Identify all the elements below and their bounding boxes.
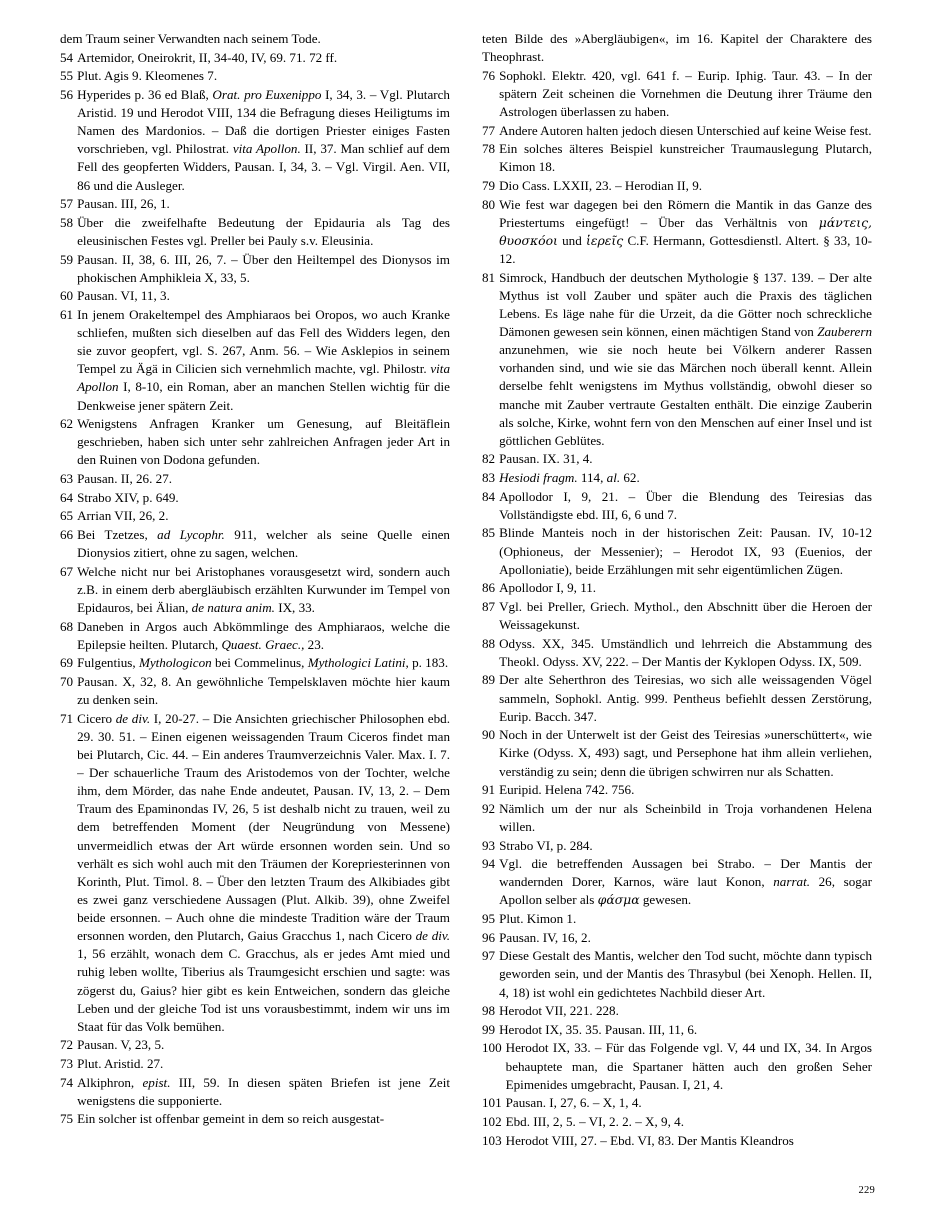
endnote-text: Apollodor I, 9, 11. (499, 580, 597, 596)
endnote-83 (482, 469, 872, 487)
endnote-78 (482, 140, 872, 176)
endnote-61 (60, 306, 450, 415)
left-column (60, 30, 450, 1155)
continuation-text (482, 30, 872, 66)
endnote-text: Der alte Seherthron des Teiresias, wo sich alle weissagenden Vögel sammeln, Sophokl. Antig. 999. Pentheus befiehlt dessen Zerstörung, Eurip. Bacch. 347. (499, 672, 872, 724)
endnote-text: Hesiodi fragm. 114, al. 62. (499, 470, 640, 485)
endnote-number: 60 (60, 288, 74, 304)
endnote-number: 82 (482, 451, 496, 467)
endnote-text: Arrian VII, 26, 2. (77, 508, 169, 524)
endnote-text: Daneben in Argos auch Abkömmlinge des Amphiaraos, welche die Epilepsie heilten. Plutarch, Quaest. Graec., 23. (77, 618, 450, 652)
endnote-72 (60, 1036, 450, 1054)
endnote-number: 59 (60, 251, 74, 267)
endnote-number: 84 (482, 488, 496, 504)
endnote-number: 99 (482, 1021, 496, 1037)
endnote-text: Herodot IX, 33. – Für das Folgende vgl. V, 44 und IX, 34. In Argos behauptete man, die Spartaner hätten auch den großen Seher Epimenides umgebracht, Pausan. I, 21, 4. (505, 1040, 872, 1092)
endnote-text: Hyperides p. 36 ed Blaß, Orat. pro Euxenippo I, 34, 3. – Vgl. Plutarch Aristid. 19 und Herodot VIII, 134 die Befragung dieses Heiligtums im Namen des Mardonios. – Daß die dortigen Priester einiges Fasten vorschrieben, vgl. Philostrat. vita Apollon. II, 37. Man schlief auf dem Fell des geopferten Widders, Pausan. I, 34, 3. – Vgl. Virgil. Aen. VII, 86 und die Ausleger. (77, 86, 450, 193)
endnote-text: Pausan. V, 23, 5. (77, 1037, 165, 1053)
endnote-number: 83 (482, 470, 496, 485)
endnote-text: Wie fest war dagegen bei den Römern die Mantik in das Ganze des Priestertums eingefügt! – Über das Verhältnis von μάντεις, θυοσκόοι und ἱερεῖς C.F. Hermann, Gottesdienstl. Altert. § 33, 10-12. (499, 196, 873, 266)
endnote-number: 62 (60, 416, 74, 432)
endnote-number: 88 (482, 635, 496, 651)
endnote-56 (60, 86, 450, 195)
endnote-69 (60, 654, 450, 672)
endnote-84 (482, 488, 872, 524)
endnote-75 (60, 1110, 450, 1128)
endnote-number: 75 (60, 1111, 74, 1127)
endnote-number: 97 (482, 948, 496, 964)
endnote-number: 89 (482, 672, 496, 688)
endnote-82 (482, 450, 872, 468)
endnote-text: Plut. Agis 9. Kleomenes 7. (77, 68, 218, 84)
endnote-64 (60, 489, 450, 507)
endnote-text: Odyss. XX, 345. Umständlich und lehrreich die Abstammung des Theokl. Odyss. XV, 222. – Der Mantis der Kyklopen Odyss. IX, 509. (499, 635, 872, 669)
endnote-text: Ein solcher ist offenbar gemeint in dem so reich ausgestat- (77, 1111, 385, 1127)
endnote-85 (482, 524, 872, 578)
endnote-number: 58 (60, 214, 74, 230)
endnote-number: 90 (482, 727, 496, 743)
endnote-number: 72 (60, 1037, 74, 1053)
endnote-63 (60, 470, 450, 488)
endnote-95 (482, 910, 872, 928)
endnote-90 (482, 726, 872, 780)
endnote-81 (482, 269, 872, 450)
endnote-99 (482, 1021, 872, 1039)
endnote-text: Simrock, Handbuch der deutschen Mythologie § 137. 139. – Der alte Mythus ist voll Zauber und später auch die Praxis des täglichen Lebens. Es läge nahe für die Urzeit, da die Götter noch schreckliche Dämonen gewesen sein können, einen mächtigen Stand von Zauberern anzunehmen, wie sie noch heute bei Völkern anderer Rassen vorhanden sind, und wie sie das Märchen noch überall kennt. Allein derselbe fehlt wenigstens im Mythus vollständig, obwohl dieser so manche mit Zauber vertraute Gestalten enthält. Die einzige Zauberin als solche, Kirke, wohnt fern von den Menschen auf einer Insel und ist göttlichen Geblütes. (499, 269, 872, 448)
right-column (482, 30, 872, 1155)
endnote-text: Apollodor I, 9, 21. – Über die Blendung des Teiresias das Vollständigste ebd. III, 6, 6 und 7. (499, 488, 872, 522)
endnote-number: 93 (482, 837, 496, 853)
endnote-number: 68 (60, 618, 74, 634)
endnote-text: Plut. Kimon 1. (499, 911, 577, 926)
endnote-number: 92 (482, 800, 496, 816)
endnote-79 (482, 177, 872, 195)
endnote-text: Herodot IX, 35. 35. Pausan. III, 11, 6. (499, 1021, 698, 1037)
endnote-text: Pausan. I, 27, 6. – X, 1, 4. (505, 1095, 642, 1111)
endnote-number: 102 (482, 1113, 502, 1129)
endnote-text: In jenem Orakeltempel des Amphiaraos bei Oropos, wo auch Kranke schliefen, mußten sich dieselben auf das Fell des Widders legen, den sie zuvor geopfert, vgl. S. 267, Anm. 56. – Wie Asklepios in seinem Tempel zu Ägä in Cilicien sich vernehmlich machte, vgl. Philostr. vita Apollon I, 8-10, ein Roman, aber an manchen Stellen wichtig für die Denkweise jener spätern Zeit. (77, 306, 450, 413)
endnote-number: 64 (60, 489, 74, 505)
endnote-97 (482, 947, 872, 1001)
endnote-number: 78 (482, 141, 496, 157)
endnote-text: Sophokl. Elektr. 420, vgl. 641 f. – Eurip. Iphig. Taur. 43. – In der spätern Zeit scheinen die Vornehmen die Deutung ihrer Träume den Astrologen überlassen zu haben. (499, 67, 872, 119)
endnote-text: Noch in der Unterwelt ist der Geist des Teiresias »unerschüttert«, wie Kirke (Odyss. X, 493) sagt, und Persephone hat ihm allein verliehen, verständig zu sein; denn die übrigen schwirren nur als Schatten. (499, 727, 872, 779)
endnote-text: Herodot VIII, 27. – Ebd. VI, 83. Der Mantis Kleandros (505, 1132, 794, 1148)
endnote-text: Nämlich um der nur als Scheinbild in Troja vorhandenen Helena willen. (499, 800, 872, 834)
endnote-text: Wenigstens Anfragen Kranker um Genesung, auf Bleitäflein geschrieben, haben sich unter sehr zahlreichen Anfragen jeder Art in den Ruinen von Dodona gefunden. (77, 416, 450, 468)
endnote-text: Pausan. X, 32, 8. An gewöhnliche Tempelsklaven möchte hier kaum zu denken sein. (77, 673, 450, 707)
endnote-92 (482, 800, 872, 836)
endnote-number: 87 (482, 598, 496, 614)
endnote-67 (60, 563, 450, 617)
endnote-number: 81 (482, 269, 496, 285)
endnote-93 (482, 837, 872, 855)
endnote-text: Pausan. III, 26, 1. (77, 196, 170, 212)
endnote-number: 94 (482, 856, 496, 872)
endnote-number: 80 (482, 196, 496, 212)
endnote-text: Herodot VII, 221. 228. (499, 1003, 619, 1019)
endnote-text: Blinde Manteis noch in der historischen Zeit: Pausan. IV, 10-12 (Ophioneus, der Messenier); – Herodot IX, 93 (Euenios, der Apolloniatie), beide Erzählungen mit sehr eigentümlichen Zügen. (499, 525, 872, 577)
endnote-54 (60, 49, 450, 67)
endnote-number: 56 (60, 86, 74, 102)
endnote-text: Euripid. Helena 742. 756. (499, 782, 635, 798)
endnote-text: Andere Autoren halten jedoch diesen Unterschied auf keine Weise fest. (499, 122, 872, 138)
endnote-66 (60, 526, 450, 562)
endnote-87 (482, 598, 872, 634)
endnote-100 (482, 1039, 872, 1093)
endnote-number: 71 (60, 710, 74, 726)
endnote-number: 79 (482, 178, 496, 193)
endnote-text: Fulgentius, Mythologicon bei Commelinus, Mythologici Latini, p. 183. (77, 655, 449, 671)
endnote-91 (482, 781, 872, 799)
endnote-number: 86 (482, 580, 496, 596)
endnote-number: 100 (482, 1040, 502, 1056)
endnote-80 (482, 196, 872, 269)
continuation-text-body: teten Bilde des »Abergläubigen«, im 16. Kapitel der Charaktere des Theophrast. (482, 31, 872, 65)
endnote-74 (60, 1074, 450, 1110)
endnote-number: 54 (60, 49, 74, 65)
endnote-text: Welche nicht nur bei Aristophanes vorausgesetzt wird, sondern auch z.B. in einem derb abergläubisch erzählten Kurwunder im Tempel von Epidauros, bei Älian, de natura anim. IX, 33. (77, 563, 450, 615)
endnote-71 (60, 710, 450, 1036)
endnote-number: 74 (60, 1074, 74, 1090)
continuation-text-body: dem Traum seiner Verwandten nach seinem Tode. (60, 31, 321, 46)
endnote-text: Alkiphron, epist. III, 59. In diesen späten Briefen ist jene Zeit wenigstens die supponierte. (77, 1074, 450, 1108)
endnote-94 (482, 855, 872, 909)
endnote-98 (482, 1002, 872, 1020)
endnote-89 (482, 671, 872, 725)
endnote-text: Strabo XIV, p. 649. (77, 489, 179, 505)
endnote-text: Dio Cass. LXXII, 23. – Herodian II, 9. (499, 178, 703, 193)
endnote-text: Bei Tzetzes, ad Lycophr. 911, welcher als seine Quelle einen Dionysios zitiert, ohne zu sagen, welchen. (77, 526, 450, 560)
endnote-number: 57 (60, 196, 74, 212)
endnote-number: 73 (60, 1056, 74, 1071)
continuation-text (60, 30, 450, 48)
endnote-text: Ebd. III, 2, 5. – VI, 2. 2. – X, 9, 4. (505, 1113, 684, 1129)
endnote-number: 101 (482, 1095, 502, 1111)
endnote-number: 103 (482, 1132, 502, 1148)
endnote-text: Strabo VI, p. 284. (499, 837, 593, 853)
endnote-57 (60, 195, 450, 213)
endnote-text: Pausan. VI, 11, 3. (77, 288, 170, 304)
endnote-number: 77 (482, 122, 496, 138)
endnote-number: 55 (60, 68, 74, 84)
endnote-number: 65 (60, 508, 74, 524)
endnote-text: Plut. Aristid. 27. (77, 1056, 164, 1071)
endnote-text: Cicero de div. I, 20-27. – Die Ansichten griechischer Philosophen ebd. 29. 30. 51. – Einen eigenen weissagenden Traum Ciceros findet man bei Plutarch, Cic. 44. – Ein anderes Traumverzeichnis Valer. Max. I. 7. – Der schauerliche Traum des Aristodemos von der Tochter, welche ihm, dem Mörder, das nahe Ende andeutet, Pausan. IV, 13, 2. – Dem Traum des Epaminondas IV, 26, 5 ist deshalb nicht zu trauen, weil zu dem betreffenden Moment (der Neugründung von Messene) unvermeidlich etwas der Art würde ersonnen worden sein. Und so verhält es sich wohl auch mit den Träumen der Korepriesterinnen von Korinth, Plut. Timol. 8. – Über den letzten Traum des Alkibiades gibt es zwei ganz verschiedene Aussagen (Plut. Alkib. 39), ohne Zweifel beide ersonnen. – Auch ohne die mindeste Tradition wäre der Traum ersonnen worden, den Plutarch, Gaius Gracchus 1, nach Cicero de div. 1, 56 erzählt, wonach dem C. Gracchus, als er jedes Amt mied und ruhig leben wollte, Tiberius als Traumgesicht erschien und sagte: was zögerst du, Gaius? hier gibt es kein Entweichen, sondern das gleiche Leben und der gleiche Tod ist uns vorausbestimmt, indem wir uns im Staat für das Volk bemühen. (77, 710, 450, 1034)
endnote-number: 96 (482, 929, 496, 945)
endnote-number: 91 (482, 782, 496, 798)
endnote-59 (60, 251, 450, 287)
endnote-number: 98 (482, 1003, 496, 1019)
endnote-text: Ein solches älteres Beispiel kunstreicher Traumauslegung Plutarch, Kimon 18. (499, 141, 872, 175)
endnote-text: Über die zweifelhafte Bedeutung der Epidauria als Tag des eleusinischen Festes vgl. Preller bei Pauly s.v. Eleusinia. (77, 214, 450, 248)
endnote-62 (60, 415, 450, 469)
endnote-number: 70 (60, 673, 74, 689)
endnote-number: 63 (60, 471, 74, 486)
endnote-76 (482, 67, 872, 121)
endnote-102 (482, 1113, 872, 1131)
two-column-layout (60, 30, 875, 1155)
endnote-103 (482, 1132, 872, 1150)
endnote-65 (60, 507, 450, 525)
endnote-101 (482, 1094, 872, 1112)
page-number: 229 (858, 1185, 875, 1196)
endnote-73 (60, 1055, 450, 1073)
endnote-text: Diese Gestalt des Mantis, welcher den Tod sucht, möchte dann typisch geworden sein, und der Mantis des Thrasybul (bei Xenoph. Hellen. II, 4, 18) ist wohl ein gedichtetes Nachbild dieser Art. (499, 948, 872, 1000)
endnote-number: 76 (482, 67, 496, 83)
endnote-number: 69 (60, 655, 74, 671)
endnote-text: Pausan. IV, 16, 2. (499, 929, 591, 945)
endnote-number: 95 (482, 911, 496, 926)
endnote-96 (482, 929, 872, 947)
endnote-58 (60, 214, 450, 250)
endnote-text: Artemidor, Oneirokrit, II, 34-40, IV, 69. 71. 72 ff. (77, 49, 338, 65)
endnote-77 (482, 122, 872, 140)
endnote-text: Pausan. II, 26. 27. (77, 471, 173, 486)
endnote-text: Pausan. II, 38, 6. III, 26, 7. – Über den Heiltempel des Dionysos im phokischen Amphikleia X, 33, 5. (77, 251, 450, 285)
endnote-number: 85 (482, 525, 496, 541)
endnote-number: 61 (60, 306, 74, 322)
endnote-70 (60, 673, 450, 709)
endnote-number: 67 (60, 563, 74, 579)
endnote-text: Pausan. IX. 31, 4. (499, 451, 593, 467)
endnote-60 (60, 287, 450, 305)
endnote-55 (60, 67, 450, 85)
endnote-86 (482, 579, 872, 597)
endnote-text: Vgl. bei Preller, Griech. Mythol., den Abschnitt über die Heroen der Weissagekunst. (499, 598, 872, 632)
endnote-text: Vgl. die betreffenden Aussagen bei Strabo. – Der Mantis der wandernden Dorer, Karnos, wäre laut Konon, narrat. 26, sogar Apollon selber als φάσμα gewesen. (499, 856, 872, 908)
endnote-68 (60, 618, 450, 654)
endnote-88 (482, 635, 872, 671)
endnote-number: 66 (60, 526, 74, 542)
